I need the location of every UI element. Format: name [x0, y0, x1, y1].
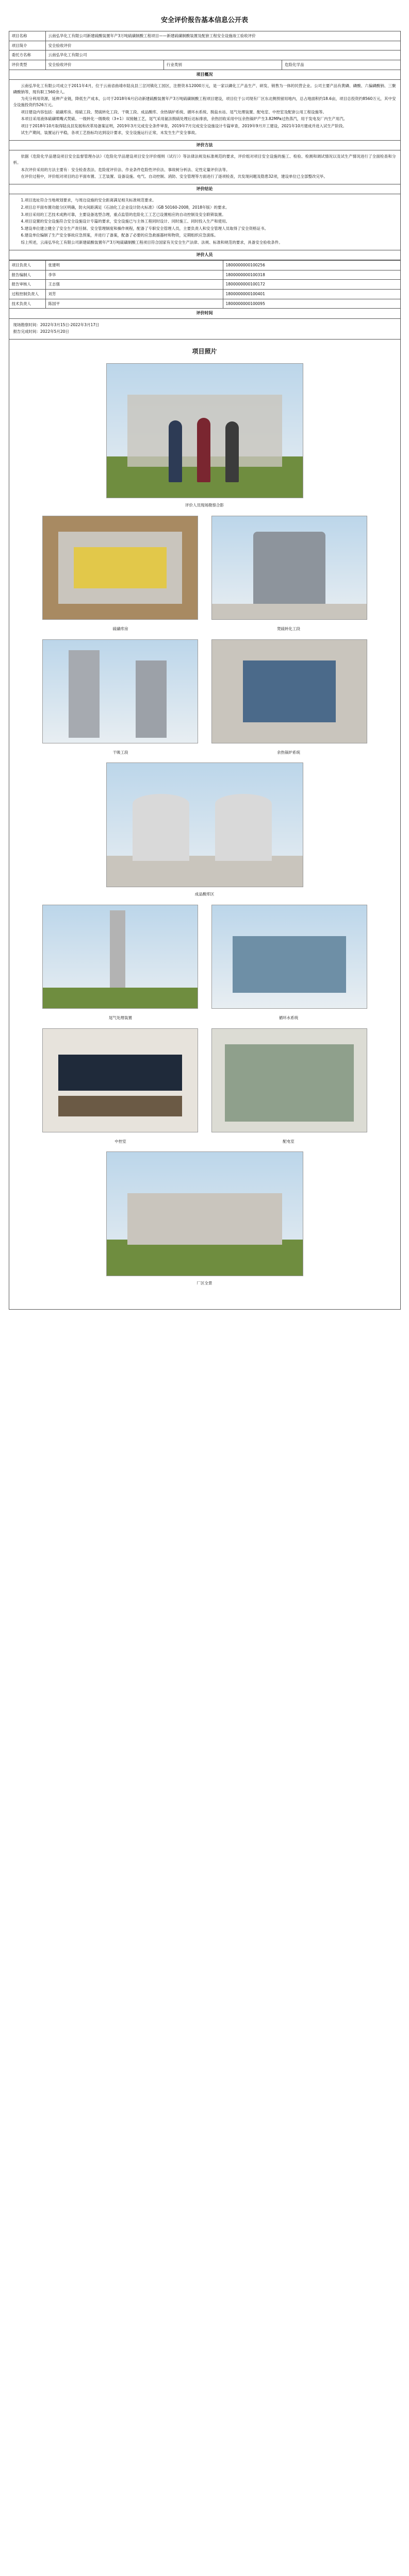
photo-row: [13, 1151, 396, 1276]
staff-name: 王志强: [45, 280, 223, 290]
caption: 循环水系统: [279, 1015, 299, 1020]
dates-section: [9, 319, 401, 340]
site-date: 现场勘察时间：2022年3月15日-2022年3月17日: [13, 322, 100, 327]
overview-paragraph: 项目于2018年10月取得陆良县发展和改革局备案证明，2019年3月完成安全条件审查，2019年7月完成安全设施设计专篇审查，2019年9月开工建设，2021年10月建成并进入试生产阶段。: [21, 123, 347, 128]
staff-name: 刘芳: [45, 289, 223, 299]
staff-heading: 评价人员: [9, 250, 401, 260]
conclusion-paragraph: 综上所述，云南弘华化工有限公司新建硫酸装置年产3万吨硫磺制酸工程项目符合国家有关安全生产法律、法规、标准和规范的要求，具备安全验收条件。: [21, 240, 283, 245]
caption-pair: [13, 1013, 396, 1028]
photo-row: [13, 905, 396, 1009]
method-paragraph: 本次评价采用的方法主要有：安全检查表法、危险度评价法、作业条件危险性评价法、事故树分析法、定性定量评价法等。: [21, 167, 230, 172]
value-eval-type: 安全验收评价: [45, 60, 163, 70]
overview-section: [9, 80, 401, 141]
caption: 中控室: [114, 1139, 126, 1144]
staff-row: [9, 299, 400, 309]
caption: 厂区全景: [197, 1281, 212, 1286]
staff-cert: 1800000000100318: [223, 270, 400, 280]
staff-name: 李华: [45, 270, 223, 280]
method-heading: 评价方法: [9, 141, 401, 150]
staff-cert: 1800000000100172: [223, 280, 400, 290]
staff-role: 报告编制人: [9, 270, 45, 280]
value-project-brief: 安全验收评价: [45, 41, 400, 50]
caption: 干吸工段: [112, 750, 128, 755]
photo-boiler: [211, 639, 367, 743]
info-row: [9, 50, 400, 60]
staff-name: 陈国平: [45, 299, 223, 309]
photo-absorption: [42, 639, 198, 743]
caption: 成品酸库区: [194, 892, 215, 897]
photo-site-overview: [106, 1151, 303, 1276]
photo-control-room: [42, 1028, 198, 1132]
caption: 焚硫转化工段: [277, 626, 300, 632]
caption-pair: [13, 748, 396, 763]
overview-paragraph: 云南弘华化工有限公司成立于2011年4月，位于云南省曲靖市陆良县三岔河镇化工园区，注册资本12000万元，是一家以磷化工产品生产、研发、销售为一体的民营企业。公司主要产品有黄磷、磷酸、六偏磷酸钠、三聚磷酸钠等，现有职工560余人。: [13, 83, 396, 94]
staff-role: 报告审核人: [9, 280, 45, 290]
photo-row: [13, 762, 396, 887]
info-row: [9, 31, 400, 41]
method-section: [9, 150, 401, 184]
overview-heading: 项目概况: [9, 70, 401, 80]
group-photo: [106, 363, 303, 498]
staff-role: 过程控制负责人: [9, 289, 45, 299]
staff-role: 项目负责人: [9, 261, 45, 270]
document-page: [9, 0, 401, 1310]
info-row: [9, 41, 400, 50]
label-project-name: 项目名称: [9, 31, 45, 41]
photo-row: [13, 363, 396, 498]
label-client: 委托方名称: [9, 50, 45, 60]
caption: 评价人员现场勘察合影: [185, 503, 224, 508]
info-row: [9, 60, 400, 70]
caption-pair: [13, 1137, 396, 1152]
photo-burner: [211, 516, 367, 620]
value-client: 云南弘华化工有限公司: [45, 50, 400, 60]
overview-paragraph: 项目建设内容包括：硫磺库房、熔硫工段、焚硫转化工段、干吸工段、成品酸库、余热锅炉系统、循环水系统、脱盐水站、尾气处理装置、配电室、中控室及配套公用工程设施等。: [21, 109, 326, 114]
photo-switch-room: [211, 1028, 367, 1132]
document-title: 安全评价报告基本信息公开表: [160, 16, 248, 24]
conclusion-heading: 评价结论: [9, 184, 401, 194]
photo-acid-tanks: [106, 762, 303, 887]
staff-name: 张建明: [45, 261, 223, 270]
value-industry: 危险化学品: [282, 60, 400, 70]
staff-cert: 1800000000100401: [223, 289, 400, 299]
caption: 配电室: [283, 1139, 295, 1144]
photo-sulfur-store: [42, 516, 198, 620]
overview-paragraph: 试生产期间，装置运行平稳，各项工艺指标均达到设计要求，安全设施运行正常，未发生生产安全事故。: [21, 130, 199, 135]
report-date: 报告完成时间：2022年5月20日: [13, 329, 69, 334]
dates-heading: 评价时间: [9, 309, 401, 318]
overview-paragraph: 本项目采用液体硫磺喷嘴式焚硫、一级转化一级吸收（3+1）双接触工艺，尾气采用氨法脱硫处理后达标排放，余热回收采用中压余热锅炉产生3.82MPa过热蒸汽，用于发电及厂内生产用汽。: [21, 116, 348, 122]
method-paragraph: 在评价过程中，评价组对项目的总平面布置、工艺装置、设备设施、电气、自动控制、消防、安全管理等方面进行了逐项检查，共发现问题及隐患32项，建设单位已全部整改完毕。: [21, 174, 328, 179]
photo-row: [13, 1028, 396, 1132]
staff-table: [9, 260, 401, 309]
staff-row: [9, 261, 400, 270]
photo-row: [13, 516, 396, 620]
caption: 尾气处理装置: [109, 1015, 132, 1020]
caption-pair: [13, 624, 396, 639]
label-industry: 行业类别: [163, 60, 282, 70]
caption: 硫磺库房: [112, 626, 128, 632]
conclusion-paragraph: 2.项目总平面布置功能分区明确，防火间距满足《石油化工企业设计防火标准》（GB 50160-2008，2018年版）的要求。: [21, 205, 230, 210]
value-project-name: 云南弘华化工有限公司新建硫酸装置年产3万吨硫磺制酸工程项目——新建硫磺制酸装置及配套工程安全设施竣工验收评价: [45, 31, 400, 41]
photo-tail-gas: [42, 905, 198, 1009]
conclusion-section: [9, 194, 401, 250]
method-paragraph: 依据《危险化学品建设项目安全监督管理办法》《危险化学品建设项目安全评价细则（试行）》等法律法规及标准规范的要求，评价组对项目安全设施的施工、检验、检测和调试情况以及试生产情况进行了全面检查和分析。: [13, 154, 396, 165]
photos-title: 项目照片: [192, 347, 217, 355]
conclusion-paragraph: 6.建设单位编制了生产安全事故应急预案，并进行了备案，配备了必要的应急救援器材和物资，定期组织应急演练。: [21, 233, 218, 238]
photos-section: [9, 340, 401, 1310]
conclusion-paragraph: 1.项目选址符合当地规划要求，与周边设施的安全距离满足相关标准规范要求。: [21, 198, 156, 203]
info-table: [9, 31, 401, 70]
staff-row: [9, 270, 400, 280]
staff-row: [9, 280, 400, 290]
label-eval-type: 评价类型: [9, 60, 45, 70]
conclusion-paragraph: 3.项目采用的工艺技术成熟可靠，主要设备选型合理，重点监管的危险化工工艺已设置相应的自动控制及安全联锁装置。: [21, 212, 226, 217]
staff-cert: 1800000000100256: [223, 261, 400, 270]
overview-paragraph: 为充分利用资源，延伸产业链，降低生产成本，公司于2018年6月启动新建硫酸装置年产3万吨硫磺制酸工程项目建设，项目位于公司现有厂区东北侧预留用地内，总占地面积约18.6亩，项目总投资约8560万元，其中安全设施投资约526万元。: [13, 96, 396, 107]
conclusion-paragraph: 5.建设单位建立健全了安全生产责任制、安全管理制度和操作规程，配备了专职安全管理人员，主要负责人和安全管理人员取得了安全资格证书。: [21, 226, 269, 231]
staff-row: [9, 289, 400, 299]
caption: 余热锅炉系统: [277, 750, 300, 755]
photo-row: [13, 639, 396, 743]
label-project-brief: 项目简介: [9, 41, 45, 50]
conclusion-paragraph: 4.项目设置的安全设施符合安全设施设计专篇的要求，安全设施已与主体工程同时设计、同时施工、同时投入生产和使用。: [21, 219, 230, 224]
staff-role: 技术负责人: [9, 299, 45, 309]
photo-cooling-water: [211, 905, 367, 1009]
staff-cert: 1800000000100095: [223, 299, 400, 309]
